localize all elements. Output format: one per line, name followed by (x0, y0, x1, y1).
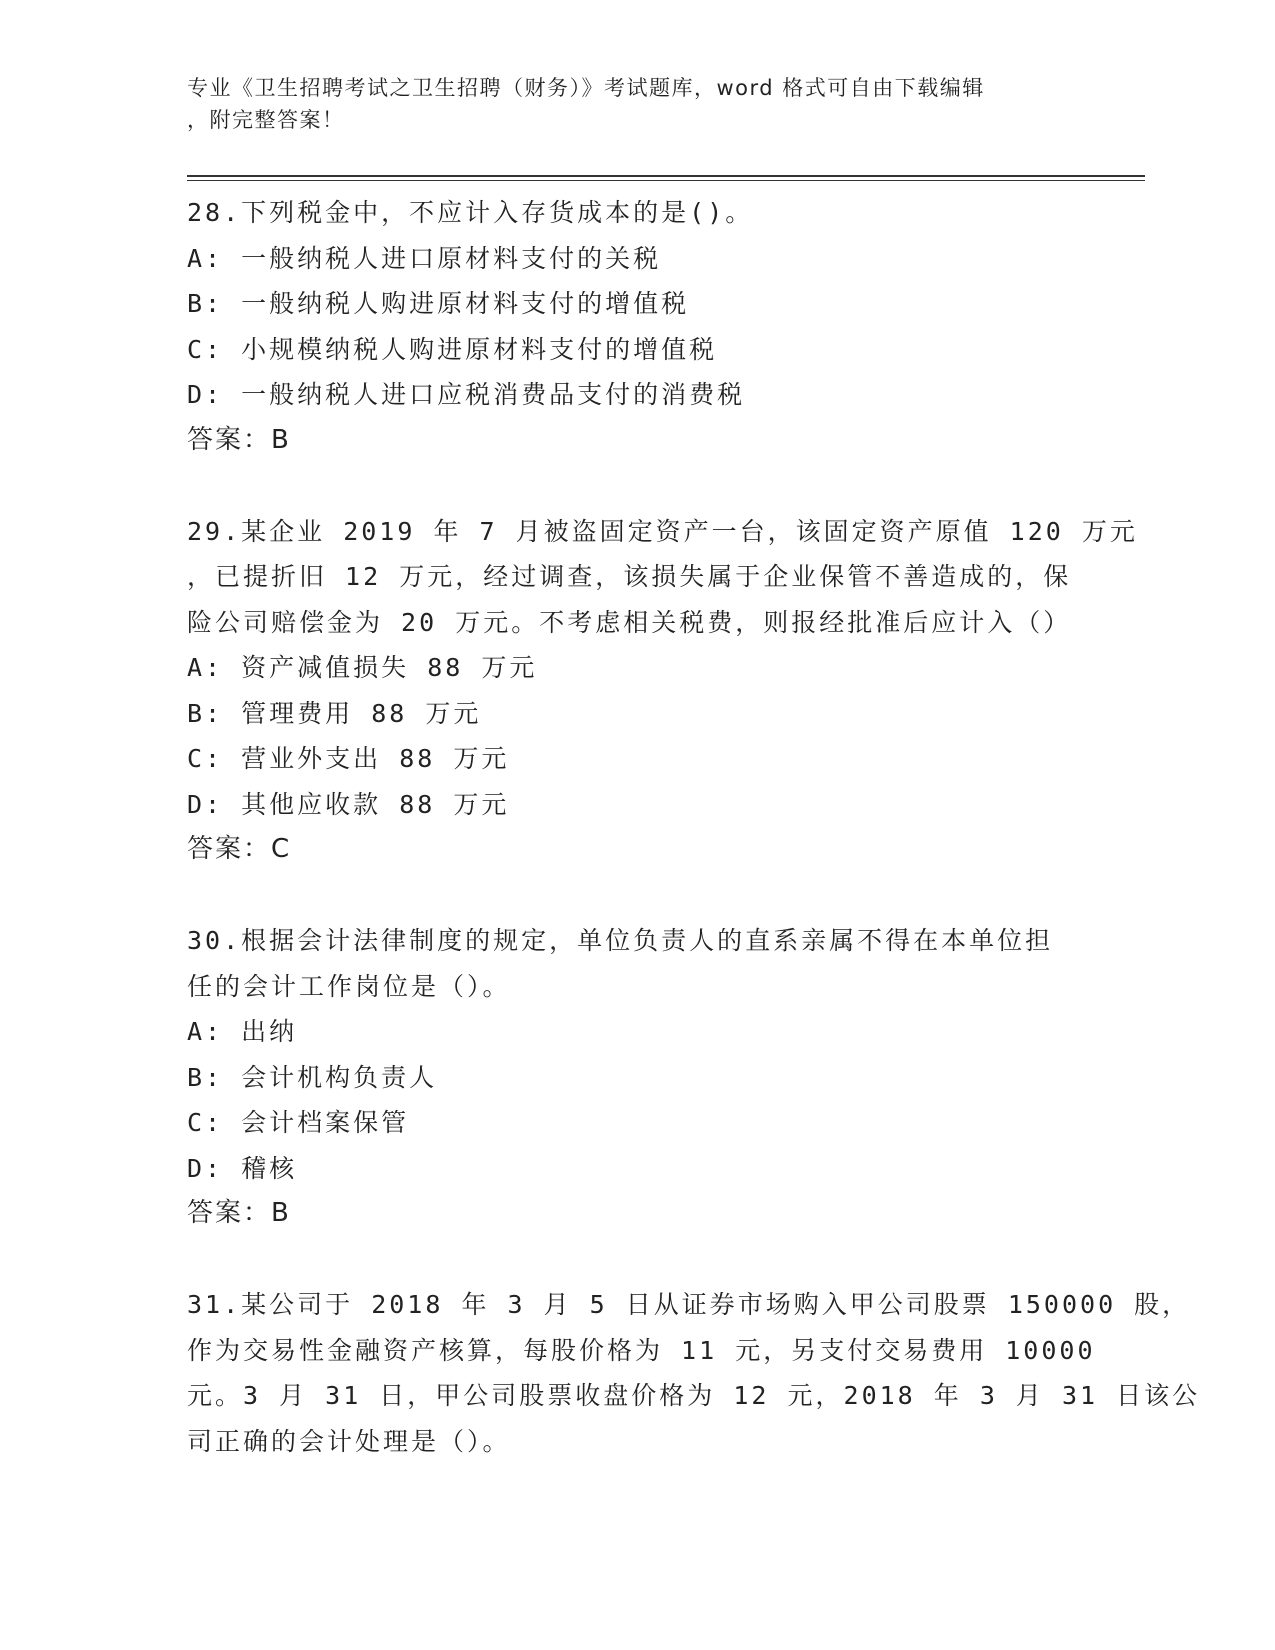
question-stem: 作为交易性金融资产核算，每股价格为 11 元，另支付交易费用 10000 (187, 1335, 1096, 1365)
question-31 (187, 1282, 1201, 1464)
spacer (187, 873, 1087, 919)
header-divider-thick (187, 175, 1145, 177)
answer: 答案：B (187, 1198, 291, 1228)
option-a: A: 资产减值损失 88 万元 (187, 653, 538, 682)
question-29 (187, 509, 1138, 873)
spacer (187, 1237, 1087, 1283)
option-c: C: 会计档案保管 (187, 1108, 410, 1137)
question-stem: 28.下列税金中，不应计入存货成本的是()。 (187, 198, 754, 227)
header-line-1: 专业《卫生招聘考试之卫生招聘（财务）》考试题库，word 格式可自由下载编辑 (187, 76, 985, 100)
answer: 答案：B (187, 424, 291, 455)
question-28 (187, 190, 1087, 463)
header-divider-thin (187, 180, 1145, 181)
question-stem: 31.某公司于 2018 年 3 月 5 日从证券市场购入甲公司股票 150000 股， (187, 1290, 1191, 1319)
document-header (187, 72, 1067, 136)
option-c: C: 营业外支出 88 万元 (187, 744, 510, 773)
spacer (187, 463, 1087, 509)
answer: 答案：C (187, 834, 292, 864)
question-stem: 元。3 月 31 日，甲公司股票收盘价格为 12 元，2018 年 3 月 31 日该公 (187, 1381, 1201, 1410)
option-d: D: 一般纳税人进口应税消费品支付的消费税 (187, 380, 746, 409)
option-d: D: 稽核 (187, 1153, 298, 1183)
question-stem: 司正确的会计处理是（）。 (187, 1426, 511, 1456)
option-b: B: 一般纳税人购进原材料支付的增值税 (187, 289, 690, 318)
header-line-2: ，附完整答案！ (187, 108, 345, 132)
option-a: A: 一般纳税人进口原材料支付的关税 (187, 243, 662, 273)
option-a: A: 出纳 (187, 1017, 298, 1046)
option-c: C: 小规模纳税人购进原材料支付的增值税 (187, 334, 718, 364)
option-b: B: 会计机构负责人 (187, 1062, 438, 1092)
question-stem: 任的会计工作岗位是（）。 (187, 971, 511, 1001)
question-list (187, 190, 1201, 1464)
question-stem: 险公司赔偿金为 20 万元。不考虑相关税费，则报经批准后应计入（） (187, 607, 1072, 637)
question-stem: 30.根据会计法律制度的规定，单位负责人的直系亲属不得在本单位担 (187, 926, 1054, 955)
question-stem: ，已提折旧 12 万元，经过调查，该损失属于企业保管不善造成的，保 (187, 562, 1072, 591)
option-b: B: 管理费用 88 万元 (187, 698, 482, 728)
question-stem: 29.某企业 2019 年 7 月被盗固定资产一台，该固定资产原值 120 万元 (187, 516, 1138, 546)
option-d: D: 其他应收款 88 万元 (187, 789, 510, 819)
question-30 (187, 918, 1087, 1237)
